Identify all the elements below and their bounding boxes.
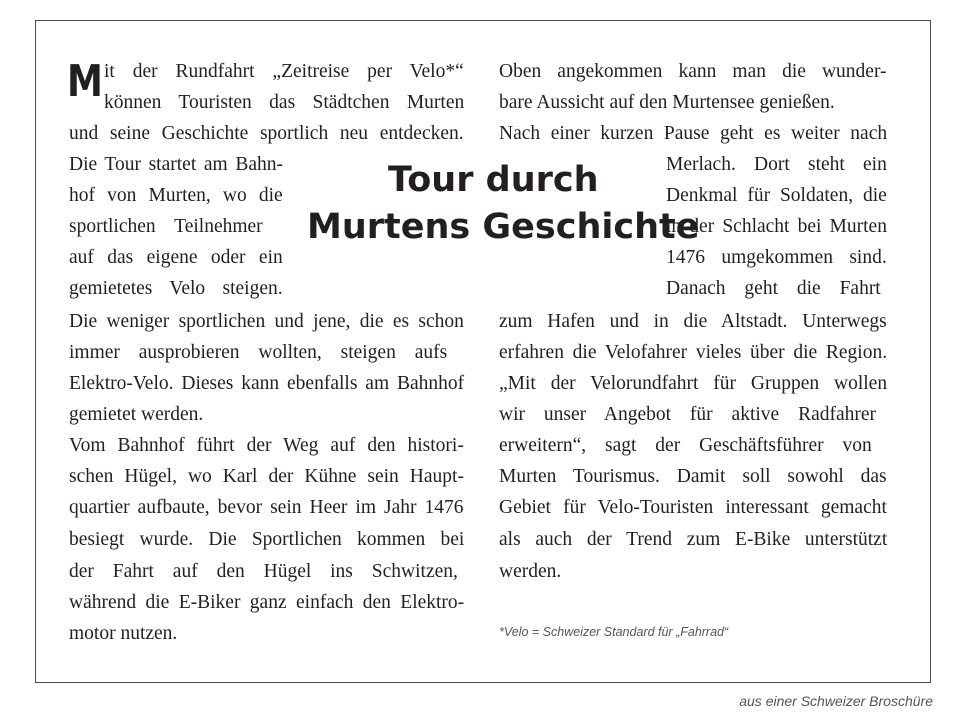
article-title-line-1: Tour durch [388, 160, 599, 200]
text-line: besiegt wurde. Die Sportlichen kommen bei [69, 529, 465, 550]
text-line: Elektro-Velo. Dieses kann ebenfalls am Bahnhof [69, 373, 465, 394]
text-line: Nach einer kurzen Pause geht es weiter nach [499, 123, 888, 144]
text-line: wir unser Angebot für aktive Radfahrer [499, 404, 877, 425]
text-line: gemietet werden. [69, 404, 204, 425]
text-line: Gebiet für Velo-Touristen interessant gemacht [499, 497, 887, 518]
text-line: Die Tour startet am Bahn- [69, 154, 283, 175]
text-line: erfahren die Velofahrer vieles über die Region. [499, 342, 888, 363]
text-line: 1476 umgekommen sind. [666, 247, 887, 268]
text-line: auf das eigene oder ein [69, 247, 283, 268]
text-line: it der Rundfahrt „Zeitreise per Velo*“ [104, 61, 464, 82]
text-line: quartier aufbaute, bevor sein Heer im Jahr 1476 [69, 497, 464, 518]
text-line: motor nutzen. [69, 623, 178, 644]
text-line: hof von Murten, wo die [69, 185, 283, 206]
text-line: Murten Tourismus. Damit soll sowohl das [499, 466, 887, 487]
text-line: Vom Bahnhof führt der Weg auf den histori- [69, 435, 464, 456]
drop-cap: M [67, 56, 103, 107]
text-line: schen Hügel, wo Karl der Kühne sein Haupt- [69, 466, 464, 487]
text-line: erweitern“, sagt der Geschäftsführer von [499, 435, 872, 456]
article-title-line-2: Murtens Geschichte [307, 207, 700, 247]
text-line: immer ausprobieren wollten, steigen aufs [69, 342, 448, 363]
text-line: können Touristen das Städtchen Murten [104, 92, 465, 113]
text-line: gemietetes Velo steigen. [69, 278, 283, 299]
text-line: Die weniger sportlichen und jene, die es schon [69, 311, 464, 332]
text-line: in der Schlacht bei Murten [666, 216, 887, 237]
text-line: Merlach. Dort steht ein [666, 154, 887, 175]
text-line: Denkmal für Soldaten, die [666, 185, 887, 206]
text-line: Danach geht die Fahrt [666, 278, 881, 299]
text-line: „Mit der Velorundfahrt für Gruppen wollen [499, 373, 888, 394]
footnote: *Velo = Schweizer Standard für „Fahrrad“ [499, 625, 729, 639]
text-line: Oben angekommen kann man die wunder- [499, 61, 887, 82]
text-line: während die E-Biker ganz einfach den Elektro- [69, 592, 465, 613]
text-line: zum Hafen und in die Altstadt. Unterwegs [499, 311, 887, 332]
source-caption: aus einer Schweizer Broschüre [739, 693, 933, 709]
text-line: der Fahrt auf den Hügel ins Schwitzen, [69, 561, 458, 582]
text-line: als auch der Trend zum E-Bike unterstützt [499, 529, 888, 550]
text-line: werden. [499, 561, 562, 582]
text-line: bare Aussicht auf den Murtensee genießen. [499, 92, 835, 113]
text-line: sportlichen Teilnehmer [69, 216, 263, 237]
text-line: und seine Geschichte sportlich neu entdecken. [69, 123, 464, 144]
